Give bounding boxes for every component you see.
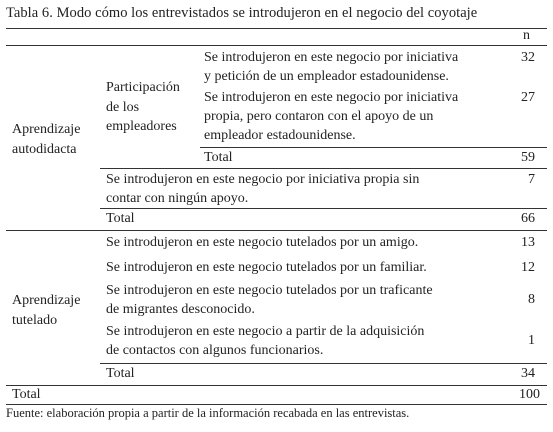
group-total-count: 34 [521, 366, 535, 381]
rule-group2-bottom [6, 385, 547, 386]
rule-bottom [6, 404, 547, 405]
group-total-label: Total [106, 366, 135, 381]
row-count: 8 [528, 292, 535, 307]
row-text-line: Se introdujeron en este negocio tutelados por un traficante [106, 283, 433, 298]
row-count: 32 [521, 50, 535, 65]
group-label-line: Aprendizaje [12, 293, 81, 308]
rule-header [6, 45, 547, 46]
group-label-line: tutelado [12, 313, 58, 328]
grand-total-count: 100 [519, 387, 540, 402]
subtotal-count: 59 [521, 150, 535, 165]
group-label-line: Aprendizaje [12, 122, 81, 137]
group-total-count: 66 [521, 211, 535, 226]
row-text-line: de migrantes desconocido. [106, 302, 255, 317]
subgroup-label-line: de los [106, 100, 140, 115]
grand-total-label: Total [12, 387, 41, 402]
row-text-line: de contactos con algunos funcionarios. [106, 343, 324, 358]
rule-subtotal-bottom [100, 168, 547, 169]
row-text-line: Se introdujeron en este negocio tutelados por un amigo. [106, 235, 419, 250]
subtotal-label: Total [204, 150, 233, 165]
subgroup-label-line: empleadores [106, 119, 177, 134]
row-text-line: Se introdujeron en este negocio por iniciativa propia sin [106, 172, 420, 187]
column-header-n: n [523, 28, 530, 43]
row-text-line: contar con ningún apoyo. [106, 191, 249, 206]
row-text-line: Se introdujeron en este negocio por iniciativa [204, 50, 459, 65]
row-text-line: y petición de un empleador estadounidense. [204, 69, 449, 84]
row-count: 12 [521, 260, 535, 275]
row-text-line: propia, pero contaron con el apoyo de un [204, 109, 434, 124]
row-text-line: empleador estadounidense. [204, 128, 356, 143]
rule-top [6, 28, 547, 29]
rule-group1-bottom [6, 230, 547, 231]
row-text-line: Se introdujeron en este negocio a partir de la adquisición [106, 324, 425, 339]
subgroup-label-line: Participación [106, 80, 180, 95]
row-count: 7 [528, 172, 535, 187]
table-caption: Tabla 6. Modo cómo los entrevistados se introdujeron en el negocio del coyotaje [6, 5, 478, 21]
source-note: Fuente: elaboración propia a partir de la información recabada en las entrevistas. [6, 406, 410, 420]
row-text-line: Se introdujeron en este negocio tutelados por un familiar. [106, 260, 427, 275]
row-count: 27 [521, 90, 535, 105]
rule-group2-total-top [100, 363, 547, 364]
row-count: 1 [528, 333, 535, 348]
group-total-label: Total [106, 211, 135, 226]
group-label-line: autodidacta [12, 142, 77, 157]
row-text-line: Se introdujeron en este negocio por iniciativa [204, 90, 459, 105]
row-count: 13 [521, 235, 535, 250]
